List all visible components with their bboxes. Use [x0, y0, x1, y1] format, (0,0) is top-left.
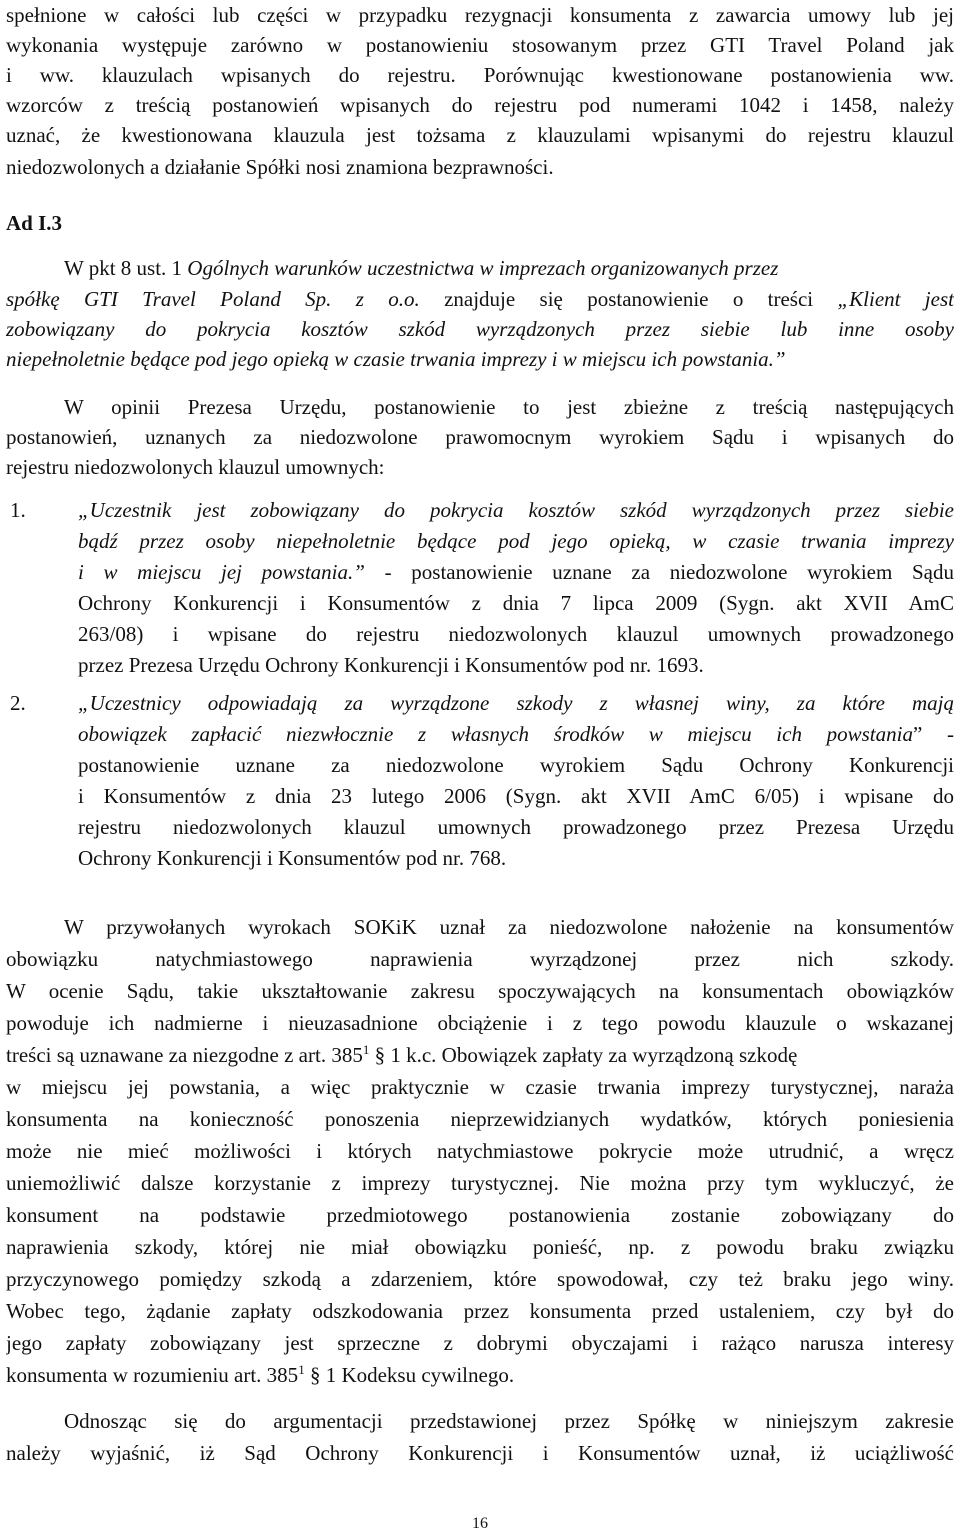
text-line: zobowiązany do pokrycia kosztów szkód wyrządzonych przez siebie lub inne osoby	[6, 317, 954, 341]
page-number: 16	[472, 1515, 488, 1532]
text-line: Ochrony Konkurencji i Konsumentów pod nr. 768.	[78, 846, 507, 870]
text-line: obowiązek zapłacić niezwłocznie z własnych środków w miejscu ich powstania” -	[78, 722, 954, 746]
text-line: konsument na podstawie przedmiotowego postanowienia zostanie zobowiązany do	[6, 1203, 954, 1227]
text-line: wzorców z treścią postanowień wpisanych do rejestru pod numerami 1042 i 1458, należy	[6, 93, 954, 117]
text-line: postanowień, uznanych za niedozwolone prawomocnym wyrokiem Sądu i wpisanych do	[6, 425, 954, 449]
text-line: Wobec tego, żądanie zapłaty odszkodowania przez konsumenta przed ustaleniem, czy był do	[6, 1299, 954, 1323]
text-line: postanowienie uznane za niedozwolone wyrokiem Sądu Ochrony Konkurencji	[78, 753, 954, 777]
text-line: W ocenie Sądu, takie ukształtowanie zakresu spoczywających na konsumentach obowiązków	[6, 979, 954, 1003]
text-line: niedozwolonych a działanie Spółki nosi znamiona bezprawności.	[6, 155, 554, 179]
text-line: rejestru niedozwolonych klauzul umownych:	[6, 455, 385, 479]
text-line: należy wyjaśnić, iż Sąd Ochrony Konkurencji i Konsumentów uznał, iż uciążliwość	[6, 1441, 954, 1465]
text-line: Ochrony Konkurencji i Konsumentów z dnia 7 lipca 2009 (Sygn. akt XVII AmC	[78, 591, 954, 615]
text-line: W pkt 8 ust. 1 Ogólnych warunków uczestnictwa w imprezach organizowanych przez	[64, 256, 779, 280]
text-line: może nie mieć możliwości i których natychmiastowe pokrycie może utrudnić, a wręcz	[6, 1139, 954, 1163]
text-line: „Uczestnicy odpowiadają za wyrządzone szkody z własnej winy, za które mają	[78, 691, 954, 715]
text-line: Odnosząc się do argumentacji przedstawionej przez Spółkę w niniejszym zakresie	[64, 1409, 954, 1433]
text-line: spółkę GTI Travel Poland Sp. z o.o. znajduje się postanowienie o treści „Klient jest	[6, 287, 954, 311]
text-line: w miejscu jej powstania, a więc praktycznie w czasie trwania imprezy turystycznej, naraża	[6, 1075, 954, 1099]
section-heading: Ad I.3	[6, 211, 63, 235]
text-line: i ww. klauzulach wpisanych do rejestru. Porównując kwestionowane postanowienia ww.	[6, 63, 954, 87]
text-line: 263/08) i wpisane do rejestru niedozwolonych klauzul umownych prowadzonego	[78, 622, 954, 646]
text-line: przyczynowego pomiędzy szkodą a zdarzeniem, które spowodował, czy też braku jego winy.	[6, 1267, 954, 1291]
text-line: treści są uznawane za niezgodne z art. $385^1$ § 1 k.c. Obowiązek zapłaty za wyrządzoną szkodę	[6, 1042, 798, 1067]
text-line: obowiązku natychmiastowego naprawienia wyrządzonej przez nich szkody.	[6, 947, 954, 971]
text-line: powoduje ich nadmierne i nieuzasadnione obciążenie i z tego powodu klauzule o wskazanej	[6, 1011, 954, 1035]
text-line: uniemożliwić dalsze korzystanie z imprezy turystycznej. Nie można przy tym wykluczyć, że	[6, 1171, 954, 1195]
text-line: konsumenta na konieczność ponoszenia nieprzewidzianych wydatków, których poniesienia	[6, 1107, 954, 1131]
text-line: W opinii Prezesa Urzędu, postanowienie to jest zbieżne z treścią następujących	[64, 395, 954, 419]
list-number: 1.	[10, 498, 26, 522]
text-line: naprawienia szkody, której nie miał obowiązku ponieść, np. z powodu braku związku	[6, 1235, 954, 1259]
text-line: niepełnoletnie będące pod jego opieką w czasie trwania imprezy i w miejscu ich powstania.”	[6, 347, 786, 371]
text-line: uznać, że kwestionowana klauzula jest tożsama z klauzulami wpisanymi do rejestru klauzul	[6, 123, 954, 147]
text-line: rejestru niedozwolonych klauzul umownych prowadzonego przez Prezesa Urzędu	[78, 815, 954, 839]
list-number: 2.	[10, 691, 26, 715]
text-line: jego zapłaty zobowiązany jest sprzeczne z dobrymi obyczajami i rażąco narusza interesy	[6, 1331, 954, 1355]
text-line: i w miejscu jej powstania.” - postanowienie uznane za niedozwolone wyrokiem Sądu	[78, 560, 954, 584]
text-line: i Konsumentów z dnia 23 lutego 2006 (Sygn. akt XVII AmC 6/05) i wpisane do	[78, 784, 954, 808]
text-line: W przywołanych wyrokach SOKiK uznał za niedozwolone nałożenie na konsumentów	[64, 915, 954, 939]
text-line: przez Prezesa Urzędu Ochrony Konkurencji i Konsumentów pod nr. 1693.	[78, 653, 704, 677]
text-line: bądź przez osoby niepełnoletnie będące pod jego opieką, w czasie trwania imprezy	[78, 529, 954, 553]
text-line: spełnione w całości lub części w przypadku rezygnacji konsumenta z zawarcia umowy lub jej	[6, 3, 954, 27]
text-line: wykonania występuje zarówno w postanowieniu stosowanym przez GTI Travel Poland jak	[6, 33, 954, 57]
text-line: „Uczestnik jest zobowiązany do pokrycia kosztów szkód wyrządzonych przez siebie	[78, 498, 954, 522]
text-line: konsumenta w rozumieniu art. $385^1$ § 1 Kodeksu cywilnego.	[6, 1362, 515, 1387]
